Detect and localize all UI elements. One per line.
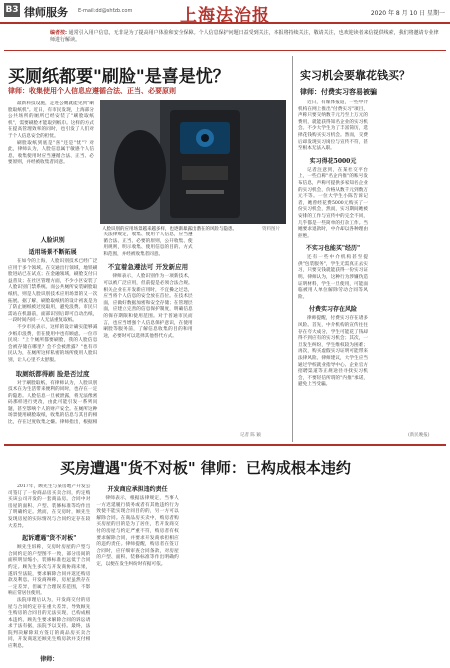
- issue-date: 2020 年 8 月 10 日 星期一: [370, 10, 445, 17]
- article1-intro-p1: 最新科技设施，走进公厕就能见到"刷脸取纸机"。近日，有市民发现，上海部分公共场所的厕所已经安装了"刷脸取纸机"，需要刷脸才能取到纸巾。这样的方式在提高管理效率的同时，也引发了人们对于个人信息安全的担忧。: [8, 101, 94, 139]
- article1-title: 买厕纸都要"刷脸"是喜是忧？: [8, 67, 230, 87]
- article3-title: 买房遭遇"货不对板" 律师：已构成根本违约: [60, 459, 351, 477]
- article2-para-a: 近日，有媒体报道，一些中介机构在网上推出"付费实习"项目，声称只要交纳数千元乃至上万元的费用，就能获得知名企业的实习机会。不少大学生为了丰富简历，选择花钱购买实习机会。然而，交费后却发现实习岗位与宣传不符，甚至根本无法入职。: [298, 100, 368, 152]
- section-name: 律师服务: [24, 6, 68, 19]
- article2-para-c: 还有一些中介机构甚至提供"包装服务"，学生无需真正去实习，只要交钱就能获得一份实习证明。律师认为，这种行为涉嫌伪造证明材料，学生一旦使用，可能面临被用人单位解除劳动合同等风险。: [298, 255, 368, 300]
- page-number: B3: [5, 5, 19, 15]
- article2-body: [298, 100, 444, 440]
- camera-machine-photo: [100, 100, 286, 224]
- article3-para-c: 法院审理后认为，开发商交付的房屋与合同约定存在重大差异，导致顾先生购房的合同目的无法实现，已构成根本违约。顾先生要求解除合同的诉讼请求于法有据，法院予以支持。最终，法院判决解除双方签订的商品房买卖合同，开发商返还顾先生购房款并支付相应利息。: [8, 597, 91, 650]
- article2-title: 实习机会要靠花钱买？: [300, 69, 410, 82]
- article1-body: [8, 232, 288, 432]
- article1-para-b: 不少市民表示，这样的设计确实能够减少纸巾浪费，但在使用中也有顾虑。一位市民说："上个厕所都要刷脸，我的人脸信息会被存储在哪里？会不会被泄露？"也有市民认为，在厕所这样私密的场所使用人脸识别，让人心里不太舒服。: [8, 324, 98, 363]
- article3-subhead-1: 起诉遭遇"货不对板": [22, 535, 77, 543]
- article1-subhead-4: 不宜着急遵法可 开发新应用: [107, 263, 189, 272]
- article1-para-a: 在如今的上海，人脸识别技术已经广泛应用于多个领域。在交通出行领域，地铁刷脸进站已在试点；在金融领域，刷脸支付日益普及；在社区管理方面，不少小区安装了人脸识别门禁系统。而公共厕所安装刷脸取纸机，则是人脸识别技术应用场景的又一次拓展。据了解，刷脸取纸机的设计初衷是为了防止厕纸被过度取用，避免浪费。市民只需站在机器前，面部识别后即可自动出纸，一段时间内同一人无法重复取纸。: [8, 259, 98, 324]
- article3-subhead-3: 开发商应承担违约责任: [107, 486, 168, 493]
- article1-para-c: 对于刷脸取纸，有律师认为，人脸识别技术在为生活带来便利的同时，也存在一定的隐患。人脸信息一旦被泄露，将无法像密码那样进行更改，由此可能引发一系列问题，甚至影响个人的财产安全。在厕所这种场景使用刷脸取纸，收集的信息与其目的相比，存在过度收集之嫌。律师指出，根据相关法律规定，收集、使用个人信息，应当遵循合法、正当、必要的原则，公开收集、使用规则，明示收集、使用信息的目的、方式和范围，并经被收集者同意。: [8, 232, 193, 426]
- article1-photo-caption: 人脸识别的应用场景越来越多样，也逐渐暴露出潜在的风险与隐患。: [102, 227, 237, 232]
- article2-byline: (新民晚报): [408, 433, 430, 438]
- article1-para-d: 律师表示，人脸识别作为一项新技术，可以被广泛应用，但前提是必须合法合规。相关企业在开发新应用时，不宜操之过急，应当将个人信息的安全放在首位。在技术层面，应做好数据加密和安全存储；在管理层面，应建立完善的信息保护制度，明确信息的保存期限和使用范围。对于普通市民而言，也应当增强个人信息保护意识，在使用刷脸等服务前，了解信息收集的目的和用途，必要时可以选择其他替代方式。: [103, 274, 193, 339]
- editor-note: [50, 30, 440, 44]
- article1-intro: [8, 101, 94, 226]
- article2-para-b: 记者注意到，在某社交平台上，一些自称"名企内推"的账号发布信息，声称可提供多家知名企业的实习机会，价格从数千元到数万元不等。一位大学生小陈告诉记者，她曾经花费5000元购买了一份实习机会，然而，实习期间她被安排的工作与宣传中的完全不同，几乎都是一些简单的打杂工作。当她要求退款时，中介却以各种理由拒绝。: [298, 167, 368, 239]
- article3-body: [8, 484, 444, 664]
- article3-para-a: 2017年，顾先生与某房地产开发公司签订了一份商品房买卖合同，约定购买该公司开发的一套商品房。合同中对房屋的面积、户型、装修标准等均作出了明确约定。然而，在交房时，顾先生发现房屋的实际情况与合同约定存在较大差异。: [8, 484, 91, 529]
- editor-note-label: 编者按:: [50, 30, 67, 36]
- article1-subhead-3: 取厕纸都得刷 脸是否过度: [15, 369, 90, 378]
- article1-byline: 记者 陈 颖: [240, 433, 261, 438]
- article3-para-b: 顾先生诉称，交房时房屋的户型与合同约定的户型图不一致，部分房间的面积明显缩小，装修标准也远低于合同约定。顾先生多次与开发商协商未果，遂诉至法院，要求解除合同并返还购房款及利息。开发商辩称，房屋虽然存在一定差异，但属于合理误差范围，不影响正常居住使用。: [8, 545, 91, 597]
- article2-subtitle: 律师：付费实习容易被骗: [300, 88, 377, 96]
- article2-para-d: 律师提醒，付费实习存在诸多风险。首先，中介机构的宣传往往存在夸大成分，学生可能花了钱却得不到应有的实习机会；其次，一旦发生纠纷，学生维权较为困难；再次，购买虚假实习证明可能带来法律风险。律师建议，大学生应当通过学校就业指导中心、企业官方招聘渠道等正规途径寻找实习机会，不要轻信所谓的"内推"承诺，避免上当受骗。: [298, 316, 368, 388]
- divider: [4, 50, 446, 51]
- article1-intro-p2: 刷脸取纸到底是"喜"还是"忧"？对此，律师认为，人脸信息属于敏感个人信息，收集使用时应当遵循合法、正当、必要原则，并经被收集者同意。: [8, 140, 94, 166]
- article1-subtitle: 律师：收集使用个人信息应遵循合法、正当、必要原则: [8, 87, 176, 95]
- article3-para-d: 律师表示，根据法律规定，当事人一方迟延履行债务或者有其他违约行为致使不能实现合同目的的，另一方可以解除合同。在商品房买卖中，购房者购买房屋的目的是为了居住，若开发商交付的房屋与约定严重不符，购房者有权要求解除合同，并要求开发商承担相应的违约责任。律师提醒，购房者在签订合同时，应仔细审查合同条款，对房屋的户型、面积、装修标准等作出明确约定，以便在发生纠纷时有据可依。: [96, 496, 179, 567]
- article1-photo: [100, 100, 286, 224]
- article2-subhead-3: 付费实习存在风险: [308, 306, 357, 314]
- column-divider: [292, 56, 293, 442]
- article2-subhead-1: 实习得花5000元: [309, 157, 357, 165]
- article2-subhead-2: 不实习也能买"经历": [305, 245, 361, 253]
- editor-note-text: 通常引入用户信息，无非是为了提高用户体验和安全保障。个人信息保护问题日益受到关注，本报将持续关注，敬请关注，也欢迎读者来信提供线索，我们将邀请专业律师进行解读。: [50, 30, 439, 43]
- article1-photo-credit: 资料图片: [262, 227, 280, 232]
- article3-subhead-2: 律师：: [40, 655, 59, 663]
- article1-subhead-2: 适用场景不断拓展: [28, 249, 77, 256]
- page-header: [0, 0, 450, 24]
- divider: [4, 444, 446, 446]
- section-email: E-mail:dd@shfzb.com: [78, 8, 133, 14]
- article1-subhead-1: 人脸识别: [40, 237, 65, 244]
- newspaper-masthead: 上海法治报: [180, 6, 270, 26]
